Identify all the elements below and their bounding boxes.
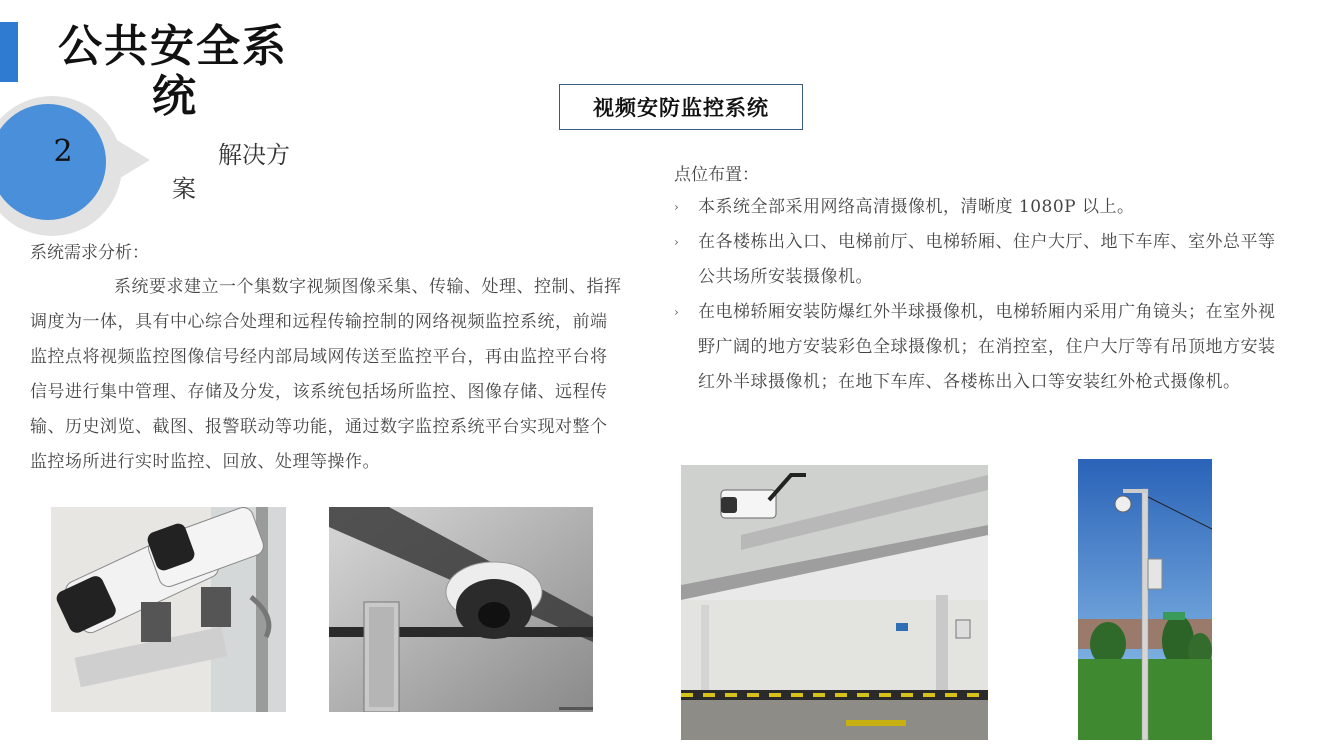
bullet-text: 在各楼栋出入口、电梯前厅、电梯轿厢、住户大厅、地下车库、室外总平等公共场所安装摄像机。: [698, 232, 1276, 287]
subtitle-line2: 案: [172, 175, 196, 203]
page-title: [58, 22, 293, 122]
bullet-item: [674, 295, 1289, 400]
bullet-text: 在电梯轿厢安装防爆红外半球摄像机，电梯轿厢内采用广角镜头；在室外视野广阔的地方安装彩色全球摄像机；在消控室，住户大厅等有吊顶地方安装红外半球摄像机；在地下车库、各楼栋出入口等安装红外枪式摄像机。: [698, 302, 1276, 392]
page-title-line2: 统: [152, 71, 198, 122]
layout-bullet-list: [674, 190, 1289, 400]
section-subtitle: [172, 138, 312, 206]
layout-heading: 点位布置：: [674, 165, 759, 185]
badge-pointer: [100, 130, 150, 190]
bullet-cameras-photo: [51, 507, 286, 712]
panel-title: 视频安防监控系统: [559, 84, 803, 130]
subtitle-line1: 解决方: [218, 141, 290, 169]
page-title-line1: 公共安全系: [58, 21, 288, 72]
accent-bar: [0, 22, 18, 82]
bullet-item: [674, 190, 1289, 225]
requirements-heading: 系统需求分析：: [30, 243, 149, 263]
bullet-marker-icon: ›: [674, 200, 680, 214]
requirements-body: 系统要求建立一个集数字视频图像采集、传输、处理、控制、指挥调度为一体，具有中心综合处理和远程传输控制的网络视频监控系统，前端监控点将视频监控图像信号经内部局域网传送至监控平台，再由监控平台将信号进行集中管理、存储及分发，该系统包括场所监控、图像存储、远程传输、历史浏览、截图、报警联动等功能，通过数字监控系统平台实现对整个监控场所进行实时监控、回放、处理等操作。: [30, 277, 622, 472]
bullet-marker-icon: ›: [674, 305, 680, 319]
bullet-item: [674, 225, 1289, 295]
dome-camera-photo: [329, 507, 593, 712]
parking-garage-photo: [681, 465, 988, 740]
section-number: 2: [53, 134, 73, 169]
bullet-text: 本系统全部采用网络高清摄像机，清晰度 1080P 以上。: [698, 197, 1135, 217]
street-pole-camera-photo: [1078, 459, 1212, 740]
bullet-marker-icon: ›: [674, 235, 680, 249]
